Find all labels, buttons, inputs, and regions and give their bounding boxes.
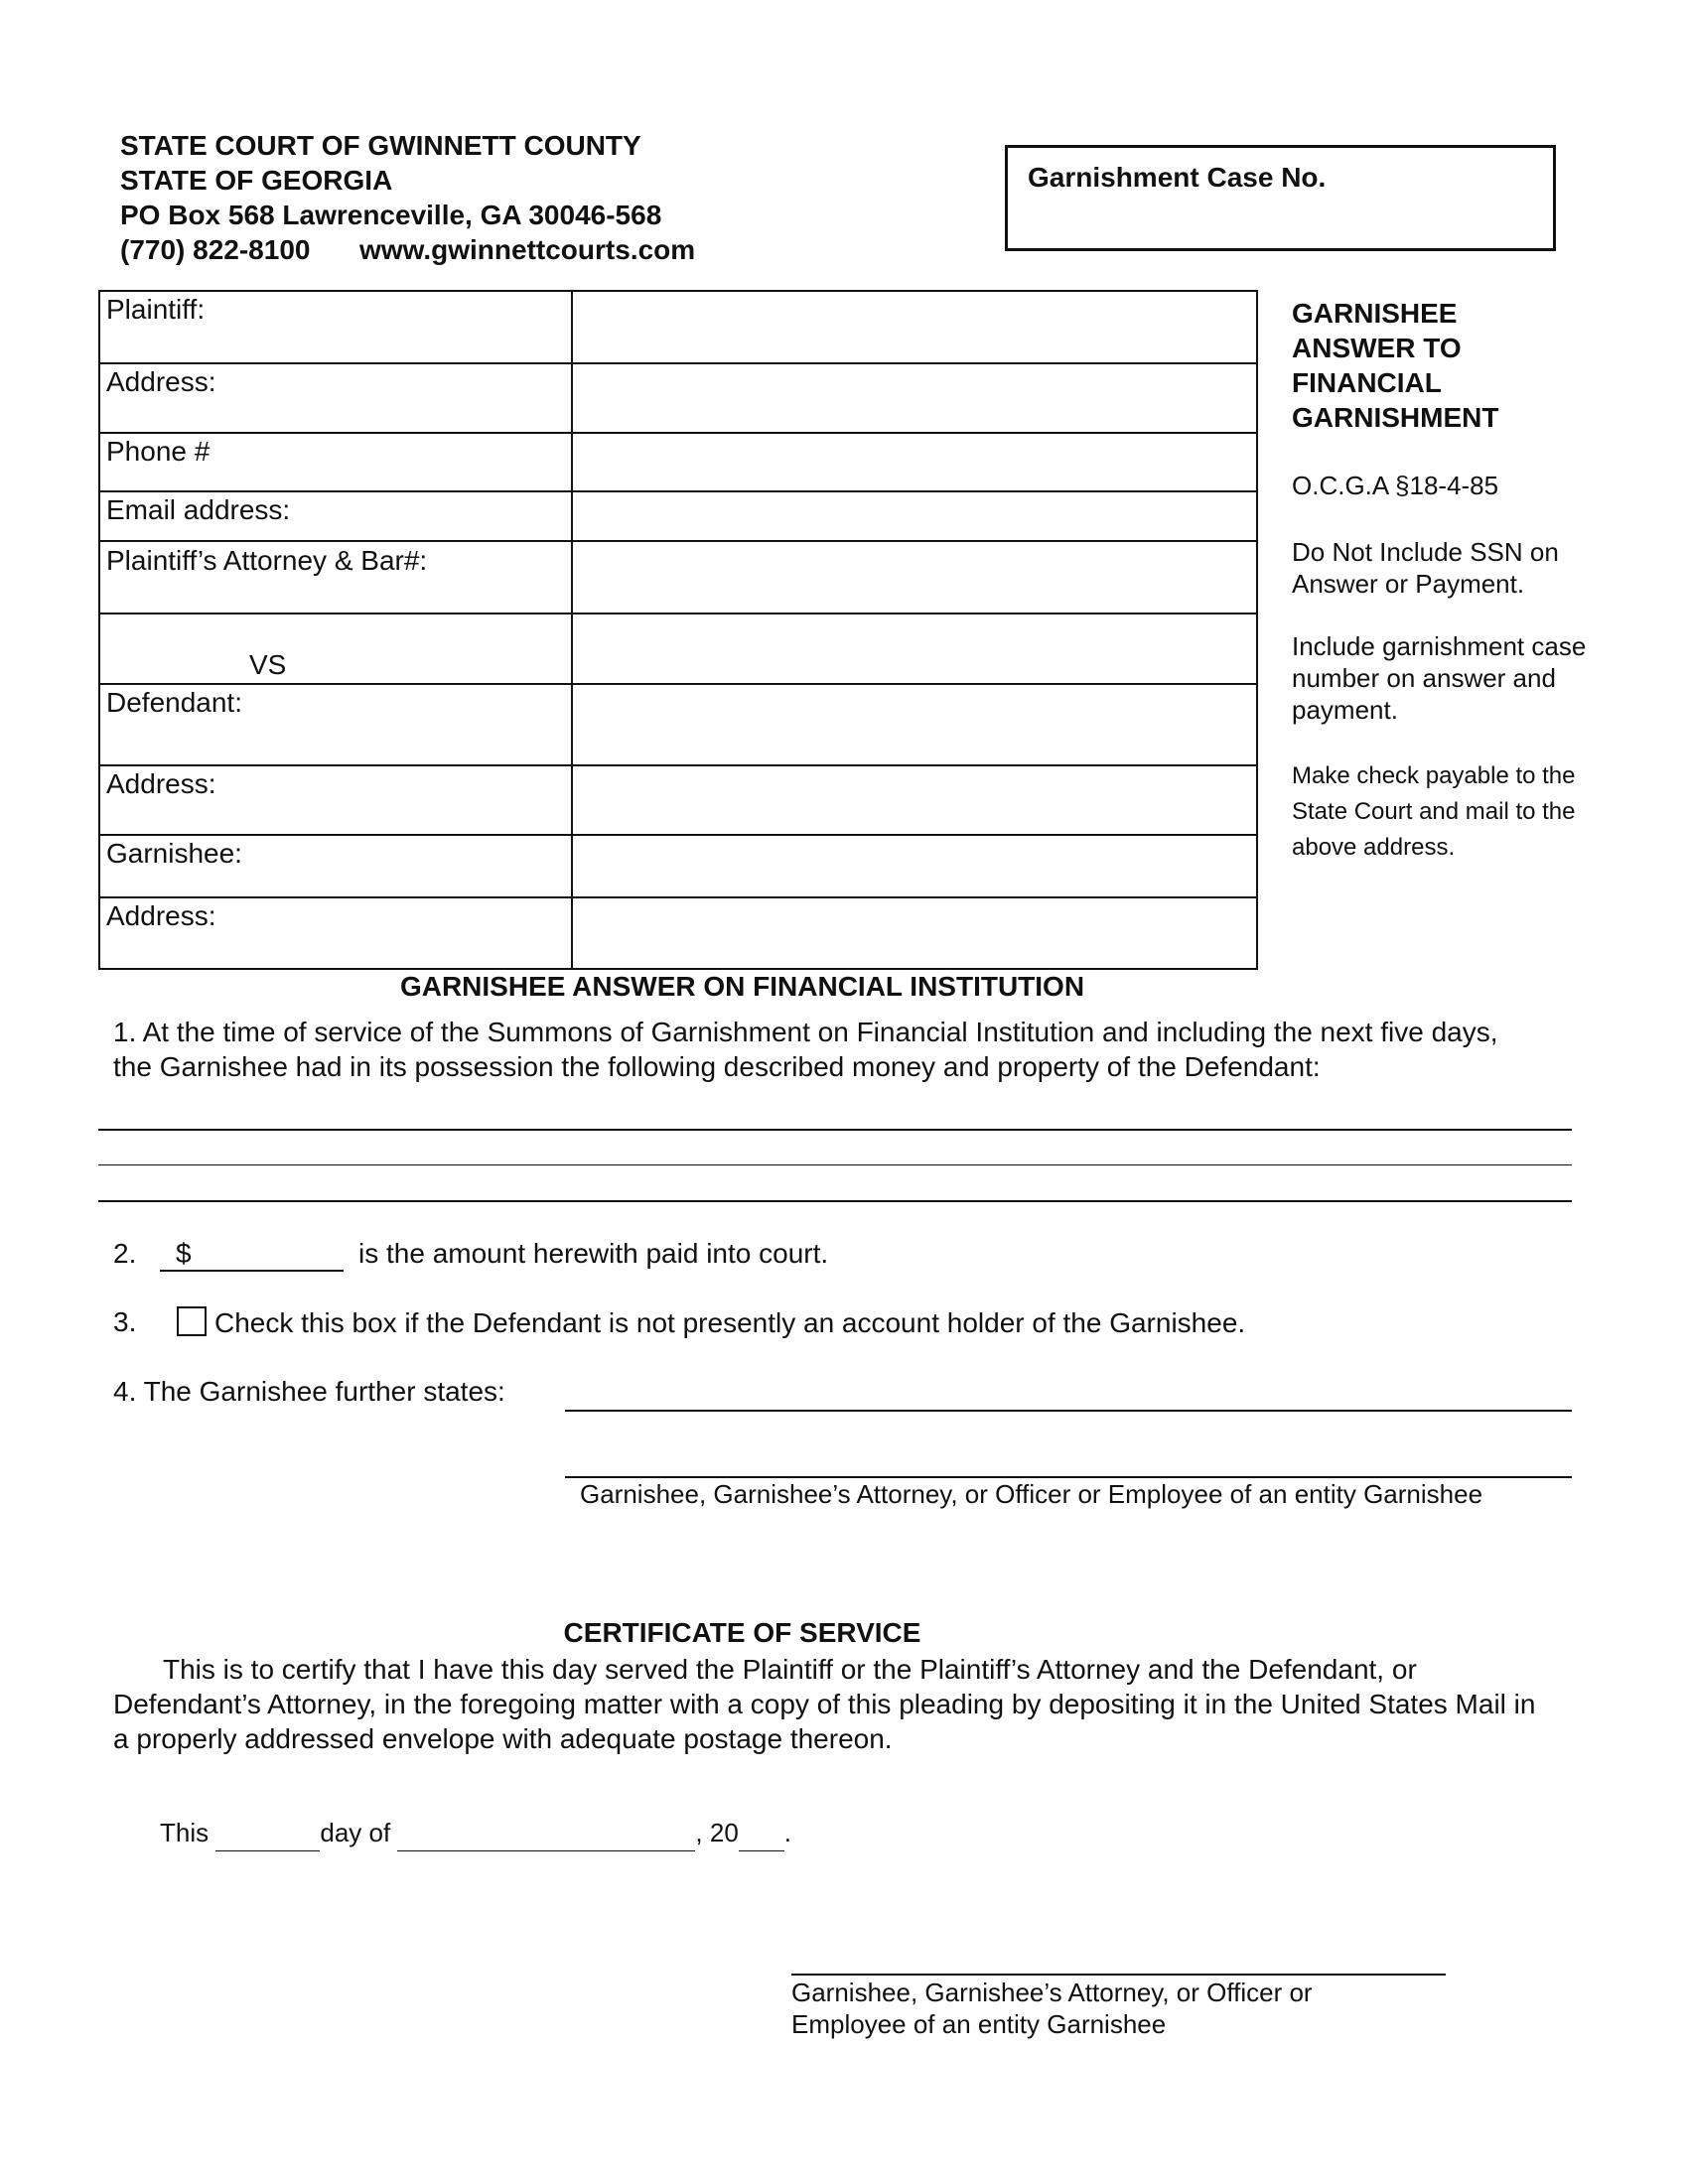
year-prefix: , 20: [695, 1818, 739, 1847]
ssn-note: Do Not Include SSN on Answer or Payment.: [1292, 537, 1559, 599]
phone-field[interactable]: [572, 433, 1257, 491]
vs-label: VS: [99, 614, 572, 684]
email-label: Email address:: [99, 491, 572, 541]
court-state: STATE OF GEORGIA: [120, 165, 393, 196]
form-title: GARNISHEE ANSWER TO FINANCIAL GARNISHMENT: [1292, 298, 1499, 433]
certificate-text: This is to certify that I have this day served the Plaintiff or the Plaintiff’s Attorney and the Defendant, or Defendant’s Attorney, in the foregoing matter with a copy of this pleading by depositing it in the United States Mail in a properly addressed envelope with adequate postage thereon.: [113, 1654, 1536, 1754]
table-row: [99, 541, 1257, 614]
property-line-1[interactable]: [98, 1129, 1572, 1131]
table-row: [99, 765, 1257, 835]
answer-heading: GARNISHEE ANSWER ON FINANCIAL INSTITUTION: [399, 971, 1085, 1002]
property-line-2[interactable]: [98, 1164, 1572, 1165]
date-this-label: This: [160, 1818, 210, 1847]
case-number-note: Include garnishment case number on answer and payment.: [1292, 631, 1587, 725]
vs-field[interactable]: [572, 614, 1257, 684]
signature-caption: Garnishee, Garnishee’s Attorney, or Officer or Employee of an entity Garnishee: [580, 1479, 1483, 1509]
table-row: [99, 897, 1257, 969]
not-account-holder-checkbox[interactable]: [177, 1306, 207, 1336]
table-row: [99, 491, 1257, 541]
garnishee-address-field[interactable]: [572, 897, 1257, 969]
defendant-address-field[interactable]: [572, 765, 1257, 835]
email-field[interactable]: [572, 491, 1257, 541]
statute: O.C.G.A §18-4-85: [1292, 471, 1499, 500]
certificate-signature-caption-1: Garnishee, Garnishee’s Attorney, or Officer or: [791, 1978, 1313, 2007]
signature-line[interactable]: [565, 1476, 1572, 1478]
court-phone: (770) 822-8100: [120, 234, 311, 265]
attorney-field[interactable]: [572, 541, 1257, 614]
court-website: www.gwinnettcourts.com: [359, 234, 696, 265]
item2-text: is the amount herewith paid into court.: [358, 1238, 829, 1269]
year-field[interactable]: [739, 1820, 784, 1851]
amount-field[interactable]: [160, 1238, 344, 1272]
case-number-label: Garnishment Case No.: [1028, 162, 1327, 193]
case-number-box[interactable]: [1005, 145, 1556, 251]
item1-text: 1. At the time of service of the Summons of Garnishment on Financial Institution and including the next five days, the Garnishee had in its possession the following described money and property of the Defendant:: [113, 1017, 1498, 1082]
defendant-address-label: Address:: [99, 765, 572, 835]
parties-table: [98, 290, 1258, 970]
table-row: [99, 433, 1257, 491]
table-row: [99, 291, 1257, 363]
plaintiff-address-field[interactable]: [572, 363, 1257, 433]
table-row: [99, 363, 1257, 433]
certificate-heading: CERTIFICATE OF SERVICE: [563, 1617, 921, 1648]
table-row: [99, 684, 1257, 765]
defendant-label: Defendant:: [99, 684, 572, 765]
plaintiff-field[interactable]: [572, 291, 1257, 363]
date-end: .: [783, 1818, 792, 1847]
court-name: STATE COURT OF GWINNETT COUNTY: [120, 130, 641, 161]
item3-text: Check this box if the Defendant is not presently an account holder of the Garnishee.: [214, 1307, 1246, 1338]
further-states-line[interactable]: [565, 1410, 1572, 1412]
month-field[interactable]: [397, 1820, 695, 1851]
certificate-signature-line[interactable]: [791, 1974, 1446, 1976]
certificate-signature-caption-2: Employee of an entity Garnishee: [791, 2009, 1167, 2039]
garnishee-field[interactable]: [572, 835, 1257, 897]
garnishee-label: Garnishee:: [99, 835, 572, 897]
court-contact: [120, 234, 695, 266]
plaintiff-label: Plaintiff:: [99, 291, 572, 363]
item4-text: 4. The Garnishee further states:: [113, 1376, 505, 1407]
day-field[interactable]: [215, 1820, 320, 1851]
plaintiff-address-label: Address:: [99, 363, 572, 433]
currency-symbol: $: [176, 1238, 192, 1269]
table-row: [99, 835, 1257, 897]
attorney-label: Plaintiff’s Attorney & Bar#:: [99, 541, 572, 614]
phone-label: Phone #: [99, 433, 572, 491]
property-line-3[interactable]: [98, 1200, 1572, 1202]
day-of-label: day of: [320, 1818, 391, 1847]
item3-number: 3.: [113, 1306, 137, 1337]
item2-number: 2.: [113, 1238, 137, 1269]
certificate-date: [160, 1818, 791, 1851]
garnishee-address-label: Address:: [99, 897, 572, 969]
table-row: [99, 614, 1257, 684]
court-address: PO Box 568 Lawrenceville, GA 30046-568: [120, 200, 662, 230]
check-payable-note: Make check payable to the State Court and mail to the above address.: [1292, 762, 1576, 861]
defendant-field[interactable]: [572, 684, 1257, 765]
